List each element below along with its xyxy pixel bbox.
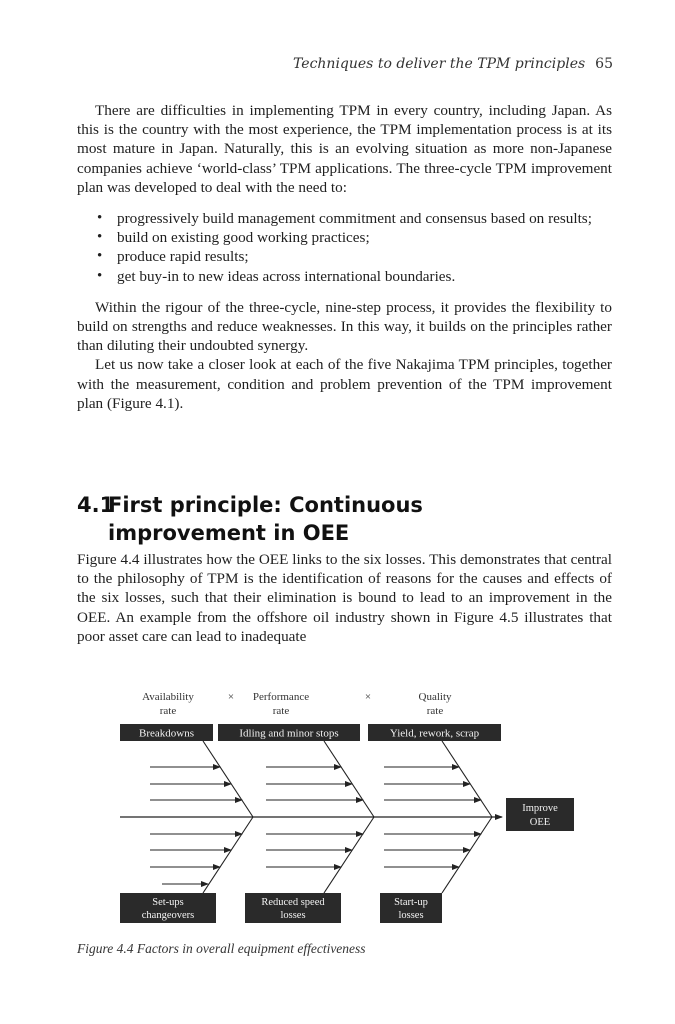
running-title: Techniques to deliver the TPM principles <box>293 56 586 72</box>
intro-paragraph-2: Within the rigour of the three-cycle, nine-step process, it provides the flexibility to build on strengths and reduce weaknesses. In this way, it builds on the principles rather than diluting their undoubted synergy. <box>77 298 612 355</box>
factor-label: rate <box>272 705 290 717</box>
fishbone-diagram <box>100 688 600 933</box>
loss-label: Idling and minor stops <box>239 727 339 740</box>
operator-symbol: × <box>364 691 372 703</box>
rib-line <box>324 817 374 893</box>
section-paragraph: Figure 4.4 illustrates how the OEE links to the six losses. This demonstrates that central to the philosophy of TPM is the identification of reasons for the causes and effects of the six losses, such that their elimination is bound to lead to an improvement in the OEE. An example from the offshore oil industry shown in Figure 4.5 illustrates that poor asset care can lead to inadequate <box>77 551 612 645</box>
loss-label: Set-ups <box>152 897 184 908</box>
outcome-label: OEE <box>529 817 551 828</box>
factor-label: Performance <box>252 691 310 703</box>
rib-line <box>203 741 253 817</box>
bullet-item: • get buy-in to new ideas across international boundaries. <box>117 267 612 286</box>
section-title-line-2: improvement in OEE <box>108 521 350 545</box>
section-number: 4.1 <box>77 493 115 517</box>
factor-label: rate <box>159 705 177 717</box>
rib-line <box>442 741 492 817</box>
section-heading <box>77 491 423 547</box>
intro-paragraph-1: There are difficulties in implementing TPM in every country, including Japan. As this is the country with the most experience, the TPM implementation process is at its most mature in Japan. Naturally, this is an evolving situation as more non-Japanese companies achieve ‘world-class’ TPM applications. The three-cycle TPM improvement plan was developed to deal with the need to: <box>77 102 612 196</box>
section-title-line-1: First principle: Continuous <box>108 493 423 517</box>
factor-label: rate <box>426 705 444 717</box>
operator-symbol: × <box>227 691 235 703</box>
loss-label: losses <box>280 910 306 921</box>
loss-label: Start-up <box>394 897 428 908</box>
rib-line <box>324 741 374 817</box>
rib-line <box>203 817 253 893</box>
section-text <box>77 550 612 646</box>
bullet-item: • progressively build management commitment and consensus based on results; <box>117 209 612 228</box>
outcome-label: Improve <box>522 803 558 814</box>
page-number: 65 <box>595 56 613 72</box>
loss-label: losses <box>398 910 424 921</box>
running-head <box>293 56 613 72</box>
loss-label: Yield, rework, scrap <box>389 727 480 740</box>
bullet-item: • build on existing good working practices; <box>117 228 612 247</box>
factor-label: Quality <box>418 691 452 703</box>
loss-label: Reduced speed <box>261 897 325 908</box>
loss-label: Breakdowns <box>139 727 194 740</box>
bullet-item: • produce rapid results; <box>117 247 612 266</box>
loss-label: changeovers <box>141 910 195 921</box>
rib-line <box>442 817 492 893</box>
intro-paragraph-3: Let us now take a closer look at each of the five Nakajima TPM principles, together with the measurement, condition and problem prevention of the TPM improvement plan (Figure 4.1). <box>77 356 612 412</box>
bullet-list <box>77 209 612 286</box>
intro-text <box>77 101 612 413</box>
figure-caption: Figure 4.4 Factors in overall equipment effectiveness <box>77 941 366 956</box>
factor-label: Availability <box>142 691 194 703</box>
